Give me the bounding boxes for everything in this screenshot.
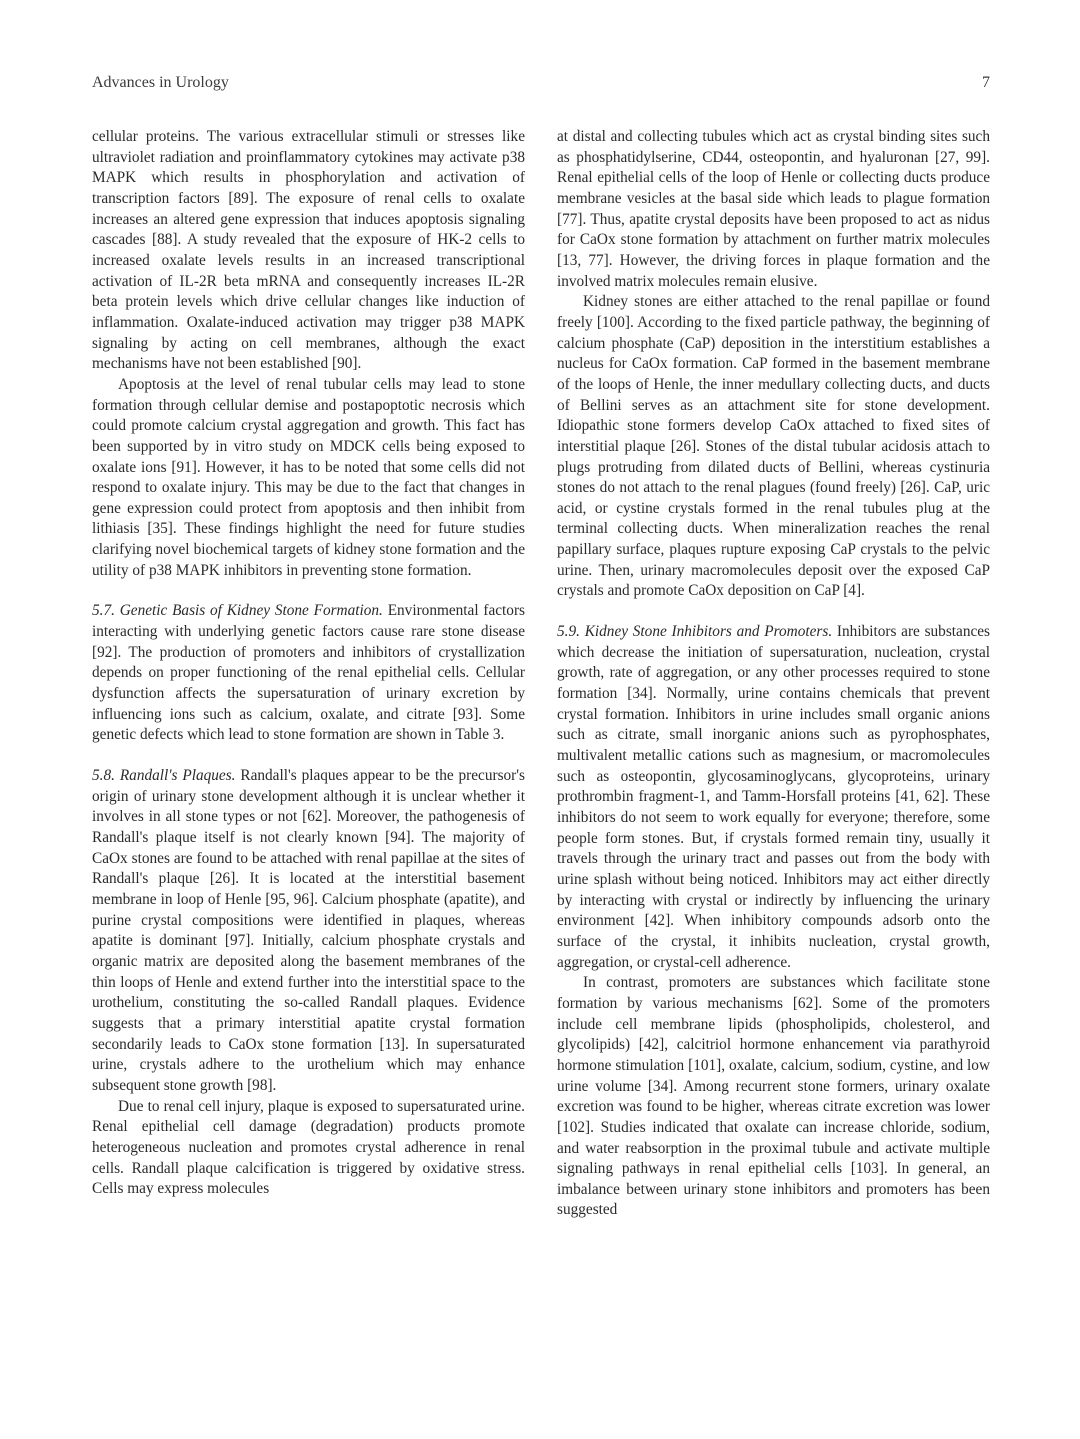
paragraph: Kidney stones are either attached to the renal papillae or found freely [100]. According to the fixed particle pathway, the beginning of calcium phosphate (CaP) deposition in the interstitium establishes a nucleus for CaOx formation. CaP formed in the basement membrane of the loops of Henle, the inner medullary collecting ducts, and ducts of Bellini serves as an attachment site for stone development. Idiopathic stone formers develop CaOx attached to fixed sites of interstitial plaque [26]. Stones of the distal tubular acidosis attach to plugs protruding from dilated ducts of Bellini, whereas cystinuria stones do not attach to the renal plagues (found freely) [26]. CaP, uric acid, or cystine crystals formed in the renal tubules plug at the terminal collecting ducts. When mineralization reaches the renal papillary surface, plaques rupture exposing CaP crystals to the pelvic urine. Then, urinary macromolecules deposit over the exposed CaP crystals and promote CaOx deposition on CaP [4].: [557, 293, 990, 600]
paragraph: cellular proteins. The various extracellular stimuli or stresses like ultraviolet radiation and proinflammatory cytokines may activate p38 MAPK which results in phosphorylation and activation of transcription factors [89]. The exposure of renal cells to oxalate increases an altered gene expression that induces apoptosis signaling cascades [88]. A study revealed that the exposure of HK-2 cells to increased oxalate levels results in an increased transcriptional activation of IL-2R beta mRNA and consequently increases IL-2R beta protein levels which drive cellular changes like induction of inflammation. Oxalate-induced activation may trigger p38 MAPK signaling by acting on cell membranes, although the exact mechanisms have not been established [90].: [92, 128, 525, 373]
section-heading: 5.9. Kidney Stone Inhibitors and Promoters.: [557, 623, 833, 641]
journal-title: Advances in Urology: [92, 74, 229, 91]
left-column: [92, 127, 525, 1200]
paragraph: In contrast, promoters are substances which facilitate stone formation by various mechanisms [62]. Some of the promoters include cell membrane lipids (phospholipids, cholesterol, and glycolipids) [42], calcitriol hormone enhancement via parathyroid hormone stimulation [101], oxalate, calcium, sodium, cystine, and low urine volume [34]. Among recurrent stone formers, urinary oxalate excretion was found to be higher, whereas citrate excretion was lower [102]. Studies indicated that oxalate can increase chloride, sodium, and water reabsorption in the proximal tubule and activate multiple signaling pathways in renal epithelial cells [103]. In general, an imbalance between urinary stone inhibitors and promoters has been suggested: [557, 974, 990, 1219]
section-text: Inhibitors are substances which decrease the initiation of supersaturation, nucleation, crystal growth, rate of aggregation, or any other processes required to stone formation [34]. Normally, urine contains chemicals that prevent crystal formation. Inhibitors in urine includes small organic anions such as citrate, small inorganic anions such as pyrophosphates, multivalent metallic cations such as magnesium, or macromolecules such as osteopontin, glycosaminoglycans, glycoproteins, urinary prothrombin fragment-1, and Tamm-Horsfall proteins [41, 62]. These inhibitors do not seem to work equally for everyone; therefore, some people form stones. But, if crystals formed remain tiny, usually it travels through the urinary tract and passes out from the body with urine splash without being noticed. Inhibitors may act either directly by interacting with crystal or indirectly by influencing the urinary environment [42]. When inhibitory compounds adsorb onto the surface of the crystal, it inhibits nucleation, crystal growth, aggregation, or crystal-cell adherence.: [557, 623, 991, 971]
right-column: [557, 127, 990, 1221]
paragraph: Due to renal cell injury, plaque is exposed to supersaturated urine. Renal epithelial cell damage (degradation) products promote heterogeneous nucleation and promotes crystal adherence in renal cells. Randall plaque calcification is triggered by oxidative stress. Cells may express molecules: [92, 1097, 525, 1198]
page-number: 7: [982, 74, 990, 91]
section-5-9: [557, 622, 990, 973]
section-heading: 5.8. Randall's Plaques.: [92, 767, 236, 785]
section-heading: 5.7. Genetic Basis of Kidney Stone Formation.: [92, 602, 383, 620]
section-text: Randall's plaques appear to be the precursor's origin of urinary stone development although it is unclear whether it involves in all stone types or not [62]. Moreover, the pathogenesis of Randall's plaque itself is not clearly known [94]. The majority of CaOx stones are found to be attached with renal papillae at the sites of Randall's plaque [26]. It is located at the interstitial basement membrane in loop of Henle [95, 96]. Calcium phosphate (apatite), and purine crystal compositions were identified in plaques, whereas apatite is dominant [97]. Initially, calcium phosphate crystals and organic matrix are deposited along the basement membranes of the thin loops of Henle and extend further into the interstitial space to the urothelium, constituting the so-called Randall plaques. Evidence suggests that a primary interstitial apatite crystal formation secondarily leads to CaOx stone formation [13]. In supersaturated urine, crystals adhere to the urothelium which may enhance subsequent stone growth [98].: [92, 767, 525, 1094]
running-header: [92, 74, 990, 98]
paragraph: Apoptosis at the level of renal tubular cells may lead to stone formation through cellular demise and postapoptotic necrosis which could promote calcium crystal aggregation and growth. This fact has been supported by in vitro study on MDCK cells being exposed to oxalate ions [91]. However, it has to be noted that some cells did not respond to oxalate injury. This may be due to the fact that changes in gene expression could protect from apoptosis and then inhibit from lithiasis [35]. These findings highlight the need for future studies clarifying novel biochemical targets of kidney stone formation and the utility of p38 MAPK inhibitors in preventing stone formation.: [92, 375, 525, 579]
section-5-7: [92, 601, 525, 746]
paragraph: at distal and collecting tubules which act as crystal binding sites such as phosphatidylserine, CD44, osteopontin, and hyaluronan [27, 99]. Renal epithelial cells of the loop of Henle or collecting ducts produce membrane vesicles at the basal side which leads to plague formation [77]. Thus, apatite crystal deposits have been proposed to act as nidus for CaOx stone formation by attachment on further matrix molecules [13, 77]. However, the driving forces in plaque formation and the involved matrix molecules remain elusive.: [557, 128, 990, 290]
section-5-8: [92, 766, 525, 1097]
section-text: Environmental factors interacting with underlying genetic factors cause rare stone disease [92]. The production of promoters and inhibitors of crystallization depends on proper functioning of the renal epithelial cells. Cellular dysfunction affects the supersaturation of urinary excretion by influencing ions such as calcium, oxalate, and citrate [93]. Some genetic defects which lead to stone formation are shown in Table 3.: [92, 602, 526, 744]
